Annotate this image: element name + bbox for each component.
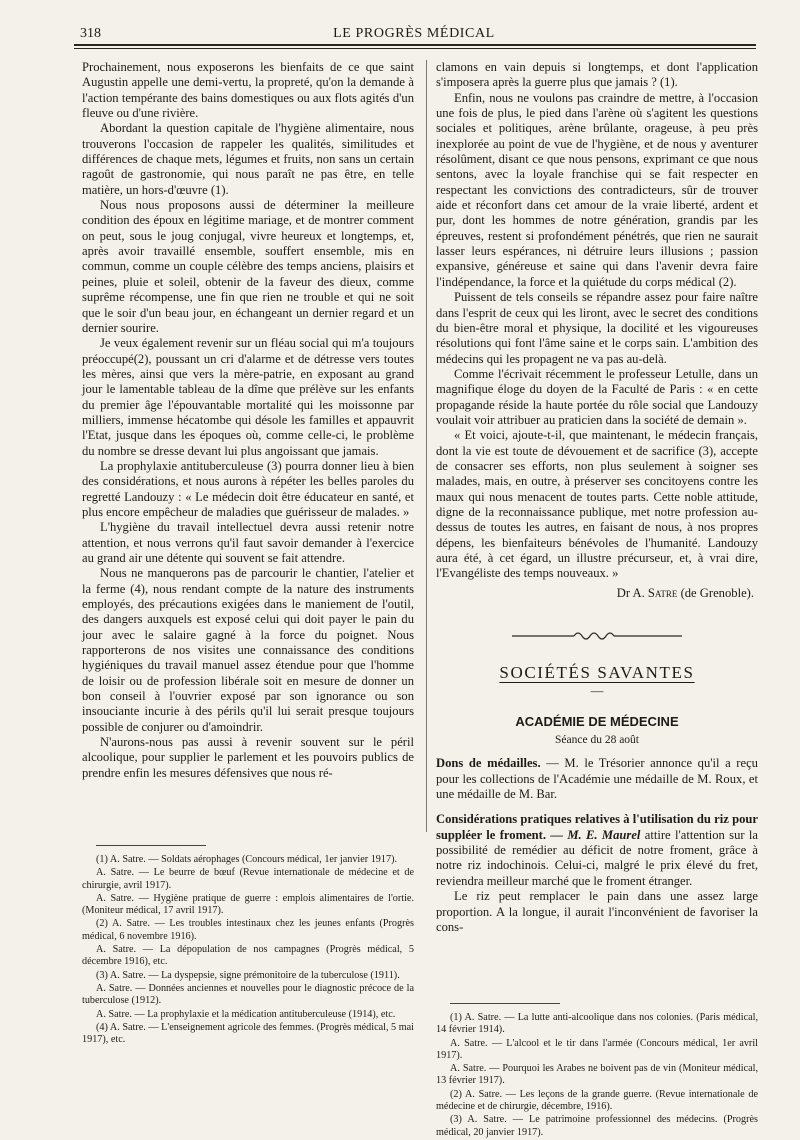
footnote: (3) A. Satre. — La dyspepsie, signe prémonitoire de la tuberculose (1911). — [96, 969, 400, 981]
paragraph: N'aurons-nous pas aussi à revenir souvent sur le péril alcoolique, pour supplier le parlement et les pouvoirs publics de prendre enfin les mesures défensives que nous ré- — [82, 735, 414, 780]
header-rule-thin — [74, 48, 756, 49]
subsection-title: ACADÉMIE DE MÉDECINE — [515, 713, 679, 729]
footnote: (2) A. Satre. — Les leçons de la grande guerre. (Revue internationale de médecine et de chirurgie, décembre, 1916). — [436, 1088, 758, 1113]
article-signature — [436, 586, 758, 601]
paragraph: Nous ne manquerons pas de parcourir le chantier, l'atelier et la ferme (4), nous rendant compte de la nature des instruments employés, des précautions exigées dans le maniement de l'outil, des dangers auxquels est exposé celui qui doit payer le pain du jour avec le salaire gagné à la force du poignet. Nous rapporterons de nos visites une connaissance des conditions hygiéniques du travail manuel assez étendue pour que l'homme de loisir ou de profession libérale soit en mesure de donner un bon conseil à l'ouvrier exposé par son ignorance ou son insouciante incurie à des périls qu'il lui serait presque toujours possible de conjurer ou d'amoindrir. — [82, 566, 414, 734]
left-column — [82, 60, 414, 781]
column-divider — [426, 60, 427, 832]
journal-title: LE PROGRÈS MÉDICAL — [333, 26, 495, 41]
footnote: A. Satre. — Pourquoi les Arabes ne boivent pas de vin (Moniteur médical, 13 février 1917). — [436, 1063, 758, 1087]
dons-heading: Dons de médailles. — [436, 756, 541, 771]
paragraph: clamons en vain depuis si longtemps, et dont l'application s'imposera après la guerre plus que jamais ? (1). — [436, 60, 758, 90]
footnote: A. Satre. — Hygiène pratique de guerre : emplois alimentaires de l'ortie. (Moniteur médical, 17 avril 1917). — [82, 892, 414, 917]
riz-heading: Considérations pratiques relatives à l'utilisation du riz pour suppléer le froment. — [436, 812, 758, 842]
header-rule-thick — [74, 44, 756, 46]
footnote: (1) A. Satre. — La lutte anti-alcoolique dans nos colonies. (Paris médical, 14 février 1914). — [436, 1012, 758, 1036]
right-footnotes — [436, 1003, 758, 1140]
page-number: 318 — [80, 26, 101, 41]
footnote: (2) A. Satre. — Les troubles intestinaux chez les jeunes enfants (Progrès médical, 6 novembre 1916). — [82, 918, 414, 942]
footnote: A. Satre. — Le beurre de bœuf (Revue internationale de médecine et de chirurgie, avril 1917). — [82, 867, 414, 891]
paragraph: Je veux également revenir sur un fléau social qui m'a toujours préoccupé(2), poussant un cri d'alarme et de détresse vers toutes les mères, ainsi que vers la mère-patrie, en exposant au grand jour le lamentable tableau de la dîme que prélève sur les enfants du premier âge l'épouvantable mortalité qui les moissonne par milliers, immense hécatombe qui désole les familles et appauvrit l'Etat, jusque dans les époques où, comme celle-ci, le problème du nombre se dresse devant lui plus angoissant que jamais. — [82, 336, 414, 458]
footnote-rule — [96, 845, 206, 846]
riz-author: — M. E. Maurel — [546, 827, 641, 842]
paragraph: La prophylaxie antituberculeuse (3) pourra donner lieu à bien des considérations, et nous aurons à répéter les belles paroles du regretté Landouzy : « Le médecin doit être éducateur en santé, et plus encore empêcheur de maladies que guérisseur de malades. » — [82, 458, 414, 519]
paragraph — [436, 756, 758, 802]
paragraph: Prochainement, nous exposerons les bienfaits de ce que saint Augustin appelle une demi-vertu, la propreté, qu'on la demande à l'action tempérante des bains domestiques ou aux flots agités d'un fleuve ou d'une rivière. — [82, 60, 414, 121]
footnote: (1) A. Satre. — Soldats aérophages (Concours médical, 1er janvier 1917). — [96, 854, 398, 865]
footnote: A. Satre. — L'alcool et le tir dans l'armée (Concours médical, 1er avril 1917). — [436, 1037, 758, 1061]
paragraph: L'hygiène du travail intellectuel devra aussi retenir notre attention, et nous verrons qu'il faut savoir demander à l'exercice au grand air une détente qui souvent se fait attendre. — [82, 520, 414, 565]
paragraph: Comme l'écrivait récemment le professeur Letulle, dans un magnifique éloge du doyen de la Faculté de Paris : « en cette propagande réside la haute portée du rôle social que Landouzy voulait voir attribuer au praticien dans la société de demain ». — [436, 366, 758, 427]
footnote-rule — [450, 1003, 560, 1004]
right-column — [436, 60, 758, 935]
footnote: (4) A. Satre. — L'enseignement agricole des femmes. (Progrès médical, 5 mai 1917), etc. — [82, 1021, 414, 1046]
paragraph: Nous nous proposons aussi de déterminer la meilleure condition des époux en légitime mariage, et de montrer comment on peut, sous le joug conjugal, vivre heureux et longtemps, et, après avoir travaillé ensemble, souffert ensemble, mis en commun, comme un couple célèbre des temps anciens, plaisirs et peines, pluie et soleil, obtenir de la faveur des dieux, comme suprême récompense, une fin que rien ne trouble et qui ne soit que le soir d'un beau jour, en échangeant un dernier regard et un dernier sourire. — [82, 198, 414, 335]
signature-name: Satre — [647, 585, 678, 600]
footnote: A. Satre. — Données anciennes et nouvelles pour le diagnostic précoce de la tuberculose (1912). — [82, 982, 414, 1007]
signature-suffix: (de Grenoble). — [677, 585, 754, 600]
session-date: Séance du 28 août — [555, 734, 639, 747]
left-footnotes — [82, 845, 414, 1047]
riz-text: attire l'attention sur la possibilité de remédier au déficit de notre froment, grâce à notre riz indochinois. Celui-ci, malgré le prix élevé du fret, reviendra meilleur marché que le froment étranger. — [436, 827, 759, 888]
section-title: SOCIÉTÉS SAVANTES — [499, 663, 695, 683]
footnote: A. Satre. — La dépopulation de nos campagnes (Progrès médical, 5 décembre 1916), etc. — [82, 944, 414, 968]
decorative-flourish-icon — [512, 629, 682, 643]
paragraph: Le riz peut remplacer le pain dans une assez large proportion. A la longue, il aurait l'inconvénient de favoriser la cons- — [436, 889, 758, 934]
footnote: A. Satre. — La prophylaxie et la médication antituberculeuse (1914), etc. — [96, 1008, 396, 1020]
paragraph: Enfin, nous ne voulons pas craindre de mettre, à l'occasion une fois de plus, le pied dans l'arène où s'agitent les questions sociales et politiques, arène brûlante, orageuse, à peu près inexplorée au point de vue de l'hygiène, et de nous y aventurer résolûment, disant ce que nous pensons, exprimant ce que nous sentons, avec la loyale franchise qui se fait respecter en respectant les convictions des contradicteurs, sûr de trouver aide et réconfort dans cet amour de la vraie liberté, ardent et pur, dont les hommes de notre génération, grandis par les épreuves, restent si profondément pénétrés, que rien ne saurait lasser leurs espérances, ni détruire leurs illusions ; passion expansive, généreuse et saine qui dans l'avenir devra faire l'indépendance, la force et la quiétude du corps médical (2). — [436, 90, 758, 289]
paragraph: Puissent de tels conseils se répandre assez pour faire naître dans l'esprit de ceux qui les liront, avec le secret des conditions du bien-être moral et physique, la docilité et les vigoureuses résolutions qui font l'âme saine et le corps sain. L'ambition des médecins qui les propagent ne va pas au-delà. — [436, 290, 758, 366]
footnote: (3) A. Satre. — Le patrimoine professionnel des médecins. (Progrès médical, 20 janvier 1917). — [436, 1114, 758, 1138]
page-header — [74, 22, 754, 44]
signature-prefix: Dr A. — [616, 585, 648, 600]
paragraph — [436, 812, 758, 889]
section-dash: — — [590, 684, 604, 699]
paragraph: « Et voici, ajoute-t-il, que maintenant, le médecin français, dont la vie est toute de dévouement et de sacrifice (3), accepte de consacrer ses efforts, non plus seulement à soigner ses malades, mais, en outre, à préserver ses concitoyens contre les maux qui nous menacent de toutes parts. Cette noble attitude, digne de la reconnaissance publique, met notre profession au-dessus de toutes les autres, en faisant de nous, à nos propres dépens, les bienfaiteurs bénévoles de l'humanité. Landouzy aura été, à cet égard, un illustre précurseur, et, à vrai dire, l'Evangéliste des temps nouveaux. » — [436, 428, 758, 581]
dons-text: — M. le Trésorier annonce qu'il a reçu pour les collections de l'Académie une médaille de M. Roux, et une médaille de M. Bar. — [436, 756, 758, 802]
paragraph: Abordant la question capitale de l'hygiène alimentaire, nous trouverons l'occasion de rappeler les qualités, similitudes et différences de chaque mets, légumes et fruits, non sans un certain ragoût de gastronomie, qui nous paraît ne pas être, en telle matière, un hors-d'œuvre (1). — [82, 121, 414, 197]
